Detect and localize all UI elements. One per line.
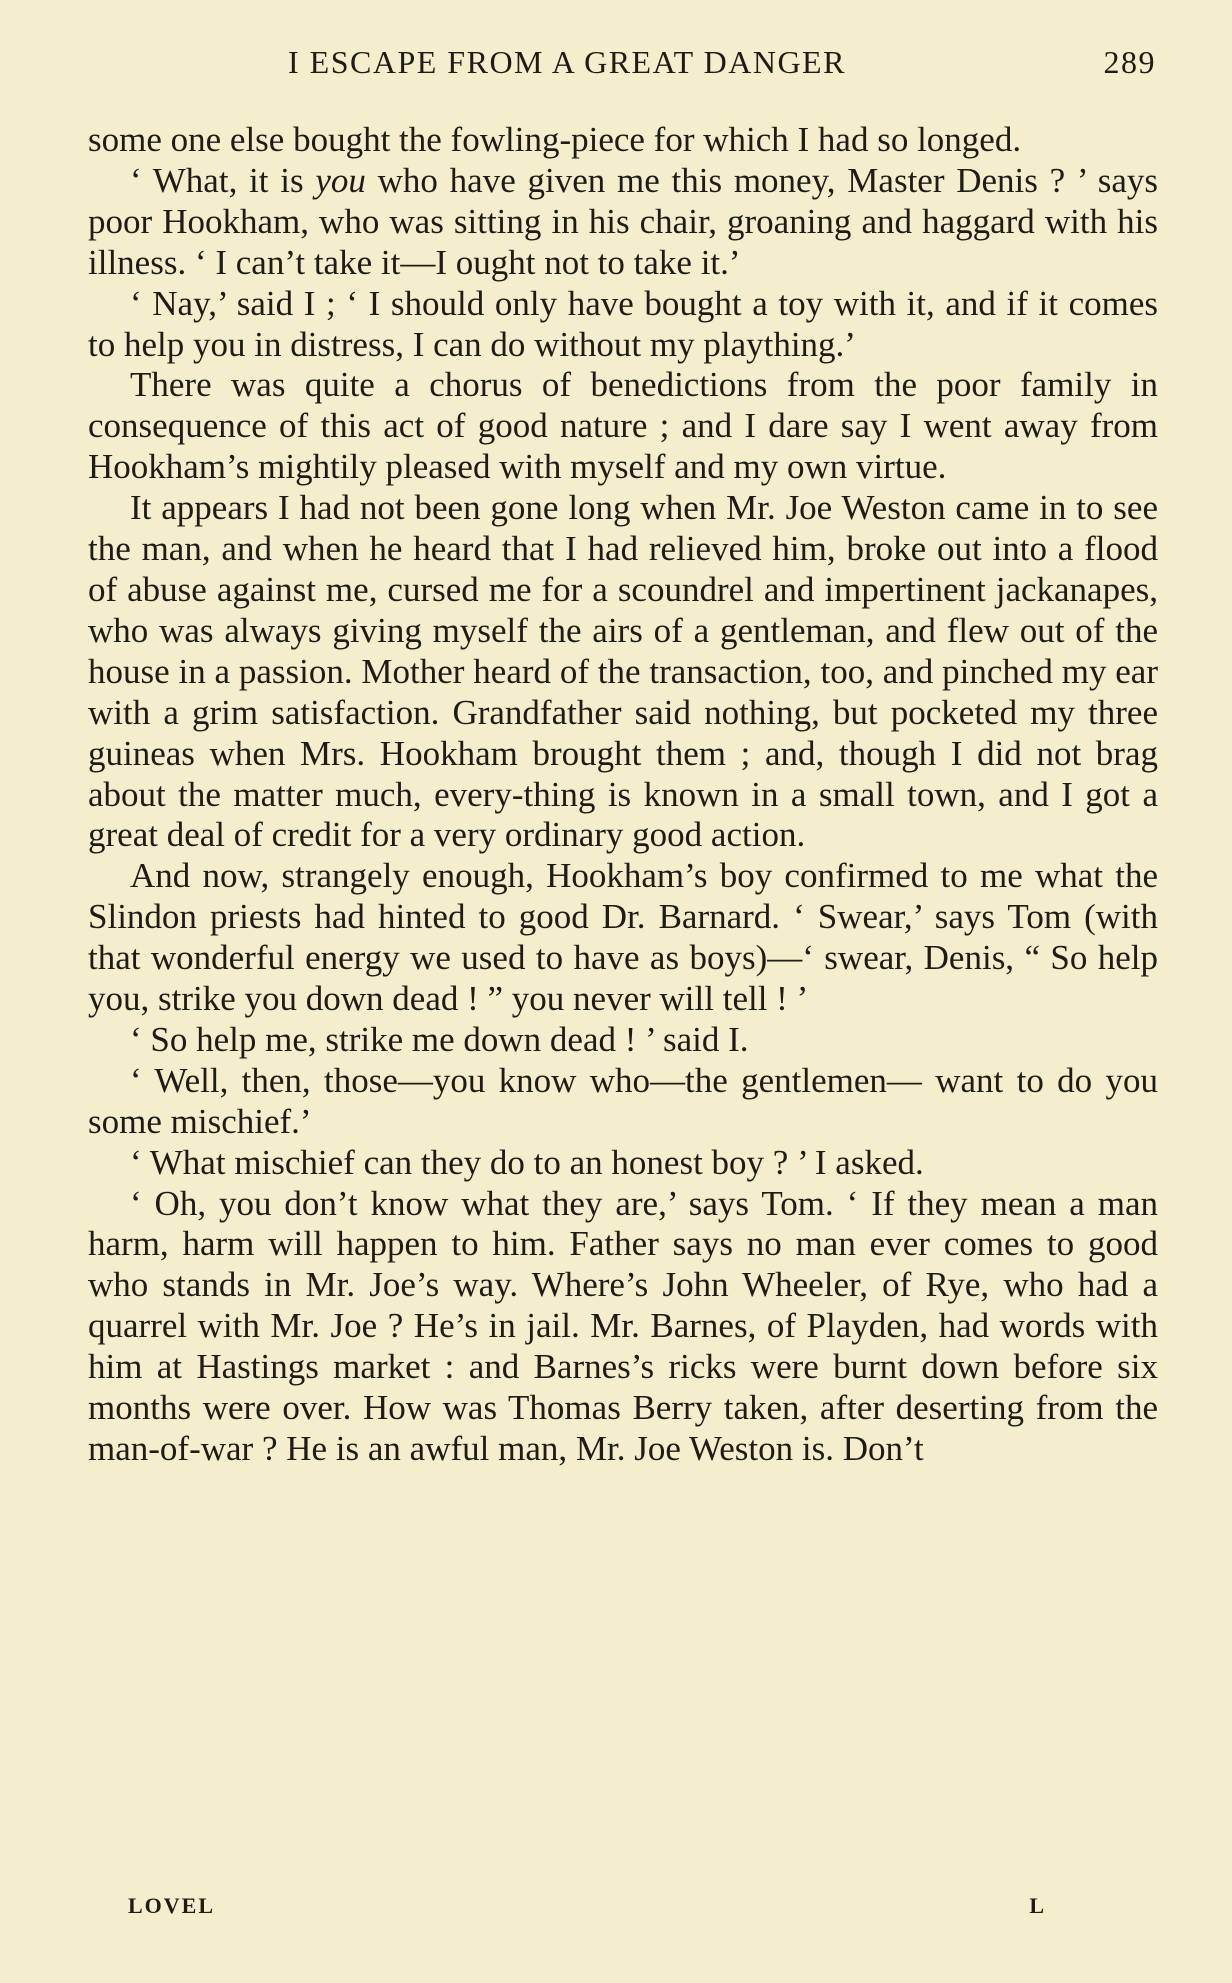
running-head: I ESCAPE FROM A GREAT DANGER — [288, 44, 846, 80]
paragraph — [88, 365, 1158, 488]
text-run: ‘ Nay,’ said I ; ‘ I should only have bought a toy with it, and if it comes to help you in distress, I can do without my plaything.’ — [88, 283, 1158, 364]
text-run: ‘ What mischief can they do to an honest boy ? ’ I asked. — [130, 1142, 924, 1182]
text-run: There was quite a chorus of benedictions from the poor family in consequence of this act of good nature ; and I dare say I went away from Hookham’s mightily pleased with myself and my own virtue. — [88, 365, 1158, 487]
emphasis-text: you — [315, 160, 366, 200]
text-run: ‘ Well, then, those—you know who—the gentlemen— want to do you some mischief.’ — [88, 1060, 1158, 1141]
page-footer — [128, 1893, 1046, 1923]
paragraph — [88, 1061, 1158, 1143]
text-run: who have given me this money, Master Denis ? ’ says poor Hookham, who was sitting in his chair, groaning and haggard with his illness. ‘ I can’t take it—I ought not to take it.’ — [88, 160, 1159, 282]
text-run: It appears I had not been gone long when Mr. Joe Weston came in to see the man, and when he heard that I had relieved him, broke out into a flood of abuse against me, cursed me for a scoundrel and impertinent jackanapes, who was always giving myself the airs of a gentleman, and flew out of the house in a passion. Mother heard of the transaction, too, and pinched my ear with a grim satisfaction. Grandfather said nothing, but pocketed my three guineas when Mrs. Hookham brought them ; and, though I did not brag about the matter much, every-thing is known in a small town, and I got a great deal of credit for a very ordinary good action. — [88, 488, 1158, 855]
text-run: ‘ What, it is — [130, 160, 316, 200]
paragraph — [88, 856, 1158, 1020]
text-run: some one else bought the fowling-piece for which I had so longed. — [88, 120, 1022, 159]
paragraph-continuation — [88, 120, 1158, 161]
paragraph — [88, 488, 1158, 856]
body-text — [88, 120, 1158, 1470]
paragraph — [88, 1184, 1158, 1470]
signature-mark-right: L — [1029, 1893, 1046, 1918]
paragraph — [88, 284, 1158, 366]
paragraph — [88, 161, 1158, 284]
paragraph — [88, 1143, 1158, 1184]
text-run: ‘ Oh, you don’t know what they are,’ says Tom. ‘ If they mean a man harm, harm will happen to him. Father says no man ever comes to good who stands in Mr. Joe’s way. Where’s John Wheeler, of Rye, who had a quarrel with Mr. Joe ? He’s in jail. Mr. Barnes, of Playden, had words with him at Hastings market : and Barnes’s ricks were burnt down before six months were over. How was Thomas Berry taken, after deserting from the man-of-war ? He is an awful man, Mr. Joe Weston is. Don’t — [88, 1183, 1158, 1468]
page-number: 289 — [1103, 44, 1156, 80]
paragraph — [88, 1020, 1158, 1061]
text-run: ‘ So help me, strike me down dead ! ’ said I. — [130, 1019, 749, 1059]
page-header — [88, 44, 1156, 88]
text-run: And now, strangely enough, Hookham’s boy confirmed to me what the Slindon priests had hinted to good Dr. Barnard. ‘ Swear,’ says Tom (with that wonderful energy we used to have as boys)—‘ swear, Denis, “ So help you, strike you down dead ! ” you never will tell ! ’ — [88, 856, 1158, 1019]
signature-mark-left: LOVEL — [128, 1893, 216, 1918]
